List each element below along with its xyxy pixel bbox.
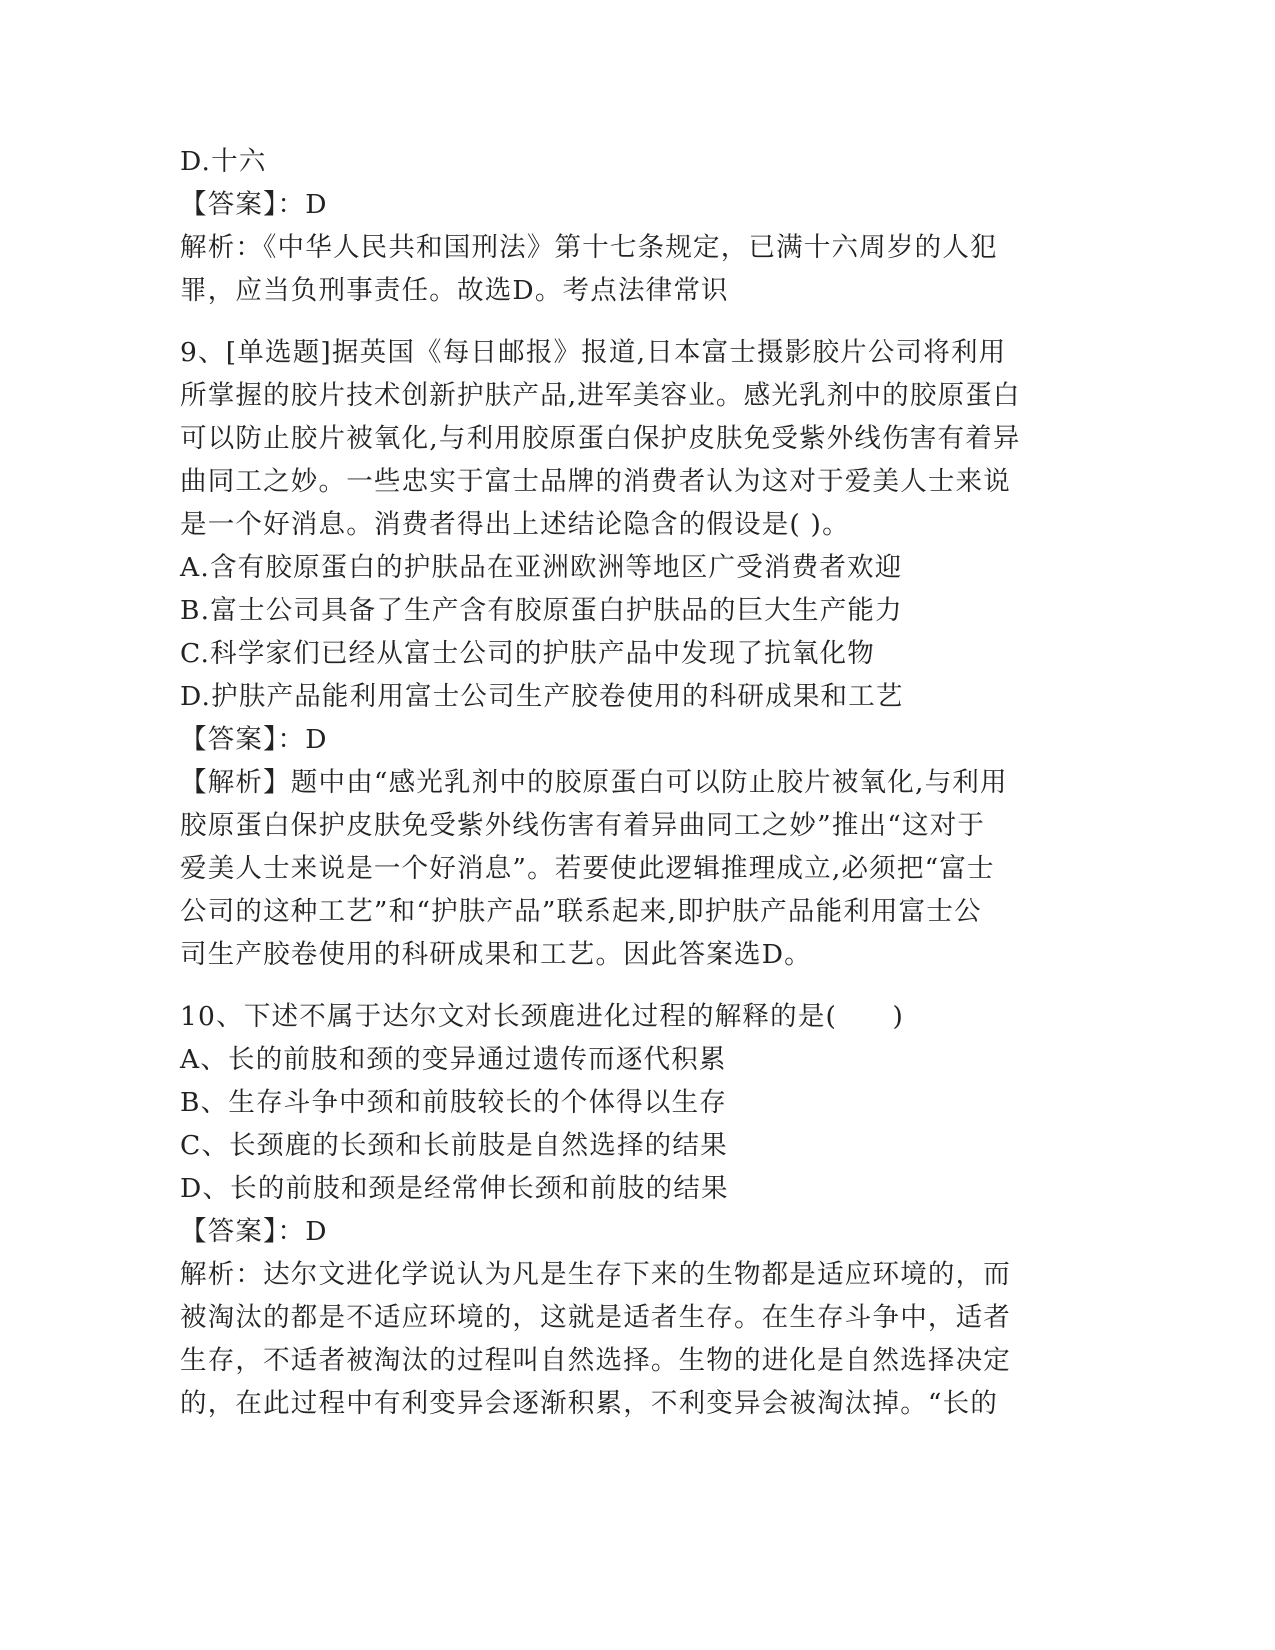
analysis-line: 生存，不适者被淘汰的过程叫自然选择。生物的进化是自然选择决定 (180, 1345, 1011, 1376)
option-a: A.含有胶原蛋白的护肤品在亚洲欧洲等地区广受消费者欢迎 (180, 552, 903, 583)
question-stem-line: 9、[单选题]据英国《每日邮报》报道,日本富士摄影胶片公司将利用 (180, 337, 1007, 368)
answer-label: 【答案】：D (180, 724, 328, 755)
option-d: D、长的前肢和颈是经常伸长颈和前肢的结果 (180, 1173, 729, 1204)
analysis-line: 解析：达尔文进化学说认为凡是生存下来的生物都是适应环境的，而 (180, 1259, 1011, 1290)
previous-question-tail (180, 140, 1100, 312)
analysis-line: 【解析】题中由“感光乳剂中的胶原蛋白可以防止胶片被氧化,与利用 (180, 767, 1008, 798)
option-c: C.科学家们已经从富士公司的护肤产品中发现了抗氧化物 (180, 638, 875, 669)
answer-label: 【答案】：D (180, 1216, 328, 1247)
question-stem-line: 是一个好消息。消费者得出上述结论隐含的假设是( )。 (180, 509, 850, 540)
option-b: B.富士公司具备了生产含有胶原蛋白护肤品的巨大生产能力 (180, 595, 903, 626)
analysis-line: 被淘汰的都是不适应环境的，这就是适者生存。在生存斗争中，适者 (180, 1302, 1011, 1333)
analysis-line: 胶原蛋白保护皮肤免受紫外线伤害有着异曲同工之妙”推出“这对于 (180, 810, 986, 841)
option-b: B、生存斗争中颈和前肢较长的个体得以生存 (180, 1087, 727, 1118)
option-c: C、长颈鹿的长颈和长前肢是自然选择的结果 (180, 1130, 728, 1161)
question-10 (180, 995, 1100, 1425)
question-stem-line: 可以防止胶片被氧化,与利用胶原蛋白保护皮肤免受紫外线伤害有着异 (180, 423, 1021, 454)
analysis-line: 公司的这种工艺”和“护肤产品”联系起来,即护肤产品能利用富士公 (180, 896, 982, 927)
answer-label: 【答案】：D (180, 189, 328, 220)
question-stem-line: 10、下述不属于达尔文对长颈鹿进化过程的解释的是( ) (180, 1001, 904, 1032)
option-d: D.护肤产品能利用富士公司生产胶卷使用的科研成果和工艺 (180, 681, 904, 712)
question-stem-line: 曲同工之妙。一些忠实于富士品牌的消费者认为这对于爱美人士来说 (180, 466, 1011, 497)
analysis-line: 的，在此过程中有利变异会逐渐积累，不利变异会被淘汰掉。“长的 (180, 1388, 999, 1419)
analysis-line: 罪，应当负刑事责任。故选D。考点法律常识 (180, 275, 729, 306)
analysis-line: 爱美人士来说是一个好消息”。若要使此逻辑推理成立,必须把“富士 (180, 853, 995, 884)
option-d: D.十六 (180, 146, 267, 177)
option-a: A、长的前肢和颈的变异通过遗传而逐代积累 (180, 1044, 727, 1075)
question-stem-line: 所掌握的胶片技术创新护肤产品,进军美容业。感光乳剂中的胶原蛋白 (180, 380, 1021, 411)
document-page (180, 140, 1100, 1425)
analysis-line: 司生产胶卷使用的科研成果和工艺。因此答案选D。 (180, 939, 812, 970)
question-9 (180, 331, 1100, 976)
analysis-line: 解析：《中华人民共和国刑法》第十七条规定，已满十六周岁的人犯 (180, 232, 998, 263)
